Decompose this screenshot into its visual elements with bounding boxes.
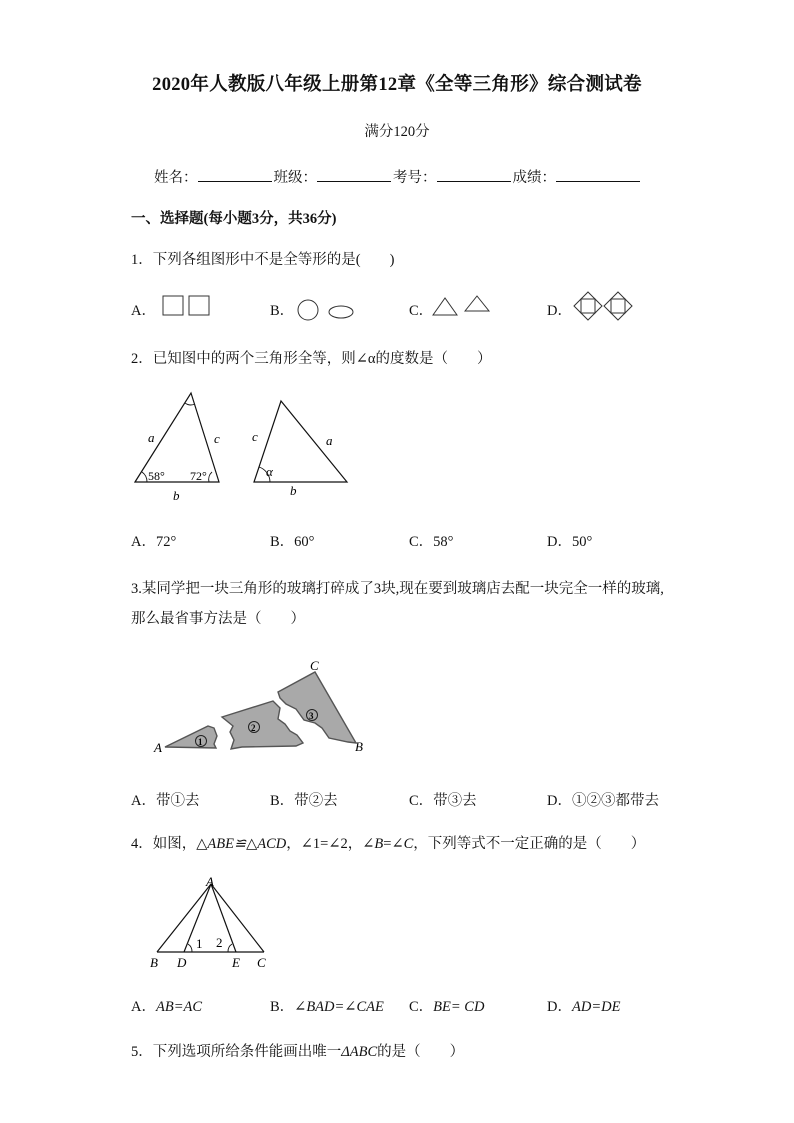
q4-option-b: B．∠BAD=∠CAE xyxy=(270,999,384,1015)
q1-option-b-label: B． xyxy=(270,303,295,319)
q2-right-label-c: c xyxy=(252,429,258,444)
q4-vertex-a: A xyxy=(206,874,214,889)
q2-left-label-a: a xyxy=(148,430,155,445)
q1-option-a-squares-figure xyxy=(160,293,214,319)
q2-option-d: D．50° xyxy=(547,534,593,550)
q1-option-a-label: A． xyxy=(131,303,156,319)
q4-vertex-c: C xyxy=(257,955,266,970)
q3-option-a: A．带①去 xyxy=(131,793,200,809)
q2-angle-58: 58° xyxy=(148,469,165,483)
q1-option-d-star-figure xyxy=(572,290,636,324)
q3-broken-glass-figure xyxy=(150,652,375,757)
q2-left-label-b: b xyxy=(173,488,180,503)
q3-vertex-c: C xyxy=(310,658,319,673)
exam-no-blank[interactable] xyxy=(437,167,511,182)
q3-piece-1-number: 1 xyxy=(198,737,203,747)
q2-option-a: A．72° xyxy=(131,534,177,550)
name-label: 姓名： xyxy=(154,170,198,186)
q3-piece-3-number: 3 xyxy=(309,711,314,721)
q1-option-c-label: C． xyxy=(409,303,434,319)
q3-vertex-a: A xyxy=(154,740,162,755)
q1-option-d-label: D． xyxy=(547,303,572,319)
name-blank[interactable] xyxy=(198,167,272,182)
q4-triangle-figure xyxy=(145,870,275,972)
q2-right-label-a: a xyxy=(326,433,333,448)
q4-option-d: D．AD=DE xyxy=(547,999,621,1015)
q4-option-c: C．BE= CD xyxy=(409,999,485,1015)
q2-triangles-figure xyxy=(128,388,358,508)
page-subtitle: 满分120分 xyxy=(364,124,430,140)
q2-alpha-label: α xyxy=(266,464,273,479)
score-label: 成绩： xyxy=(512,170,556,186)
q1-option-b-circle-ellipse-figure xyxy=(295,297,357,323)
q4-vertex-e: E xyxy=(232,955,240,970)
q2-option-b: B．60° xyxy=(270,534,315,550)
q2-right-label-b: b xyxy=(290,483,297,498)
class-blank[interactable] xyxy=(317,167,391,182)
q3-option-b: B．带②去 xyxy=(270,793,338,809)
q2-angle-72: 72° xyxy=(190,469,207,483)
q3-option-d: D．①②③都带去 xyxy=(547,793,659,809)
q4-congruence-expr: △ABE≌△ACD xyxy=(196,836,287,852)
q4-angle-2: 2 xyxy=(216,935,223,950)
student-info-row xyxy=(154,166,642,187)
q4-angle-1: 1 xyxy=(196,936,203,951)
q3-option-c: C．带③去 xyxy=(409,793,477,809)
q3-piece-2-number: 2 xyxy=(251,723,256,733)
question-5-stem: 5．下列选项所给条件能画出唯一ΔABC的是（ ） xyxy=(131,1044,465,1060)
page-title: 2020年人教版八年级上册第12章《全等三角形》综合测试卷 xyxy=(152,75,642,95)
question-3-stem-line1: 3.某同学把一块三角形的玻璃打碎成了3块,现在要到玻璃店去配一块完全一样的玻璃, xyxy=(131,581,664,597)
q3-piece-1 xyxy=(165,726,217,748)
class-label: 班级： xyxy=(273,170,317,186)
section-heading: 一、选择题(每小题3分，共36分) xyxy=(131,211,337,227)
score-blank[interactable] xyxy=(556,167,640,182)
q3-piece-2 xyxy=(222,701,303,749)
q5-triangle-expr: ΔABC xyxy=(341,1044,378,1060)
question-4-stem: 4．如图，△ABE≌△ACD，∠1=∠2，∠B=∠C，下列等式不一定正确的是（ ） xyxy=(131,836,646,852)
q4-vertex-d: D xyxy=(177,955,187,970)
question-2-stem: 2．已知图中的两个三角形全等，则∠α的度数是（ ） xyxy=(131,351,492,367)
q3-vertex-b: B xyxy=(355,739,363,754)
exam-no-label: 考号： xyxy=(393,170,437,186)
q4-vertex-b: B xyxy=(150,955,158,970)
q4-option-a: A．AB=AC xyxy=(131,999,203,1015)
q1-option-c-triangles-figure xyxy=(430,293,492,319)
question-1-stem: 1．下列各组图形中不是全等形的是( ) xyxy=(131,252,395,268)
q2-option-c: C．58° xyxy=(409,534,454,550)
q2-left-label-c: c xyxy=(214,431,220,446)
question-3-stem-line2: 那么最省事方法是（ ） xyxy=(131,611,305,627)
